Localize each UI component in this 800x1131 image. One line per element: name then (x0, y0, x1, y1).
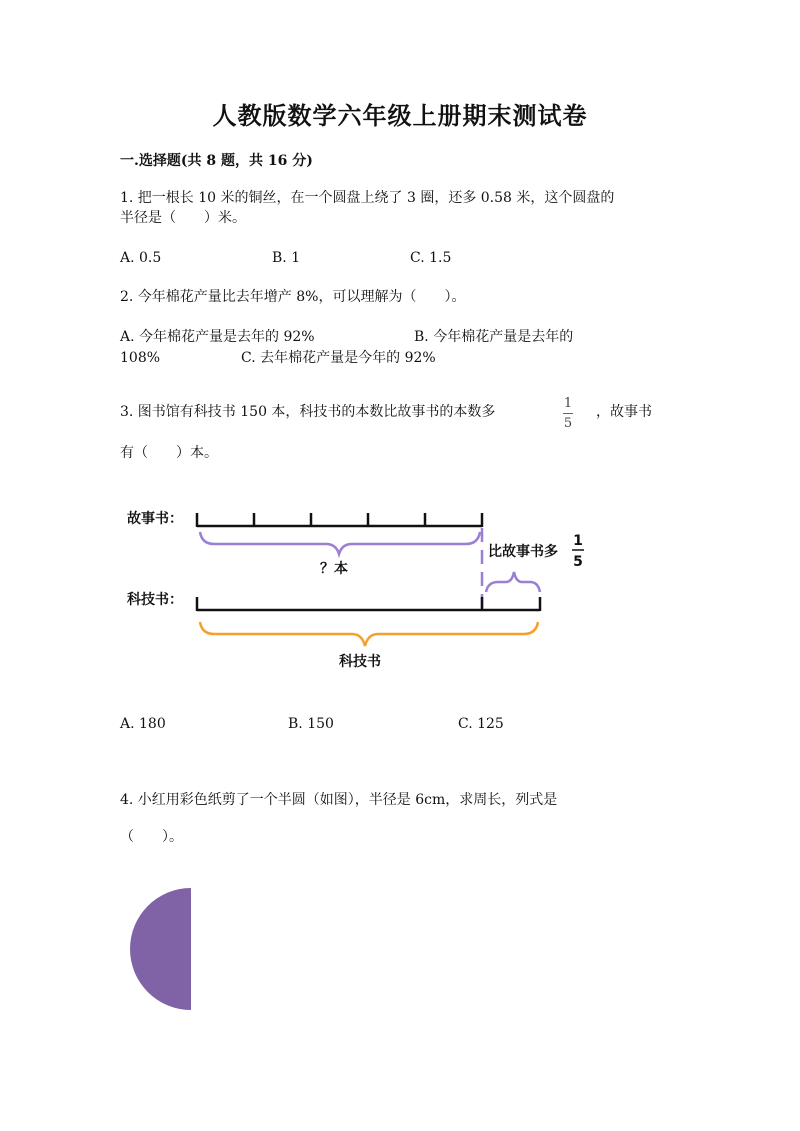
q3-option-a: A. 180 (120, 716, 166, 732)
q3-option-c: C. 125 (458, 716, 504, 732)
tech-total-label: 科技书 (339, 654, 381, 670)
extra-brace (486, 572, 540, 592)
tech-brace (200, 622, 538, 646)
q2-option-b: B. 今年棉花产量是去年的 (414, 329, 574, 345)
q1-line1: 1. 把一根长 10 米的铜丝，在一个圆盘上绕了 3 圈，还多 0.58 米，这个圆盘的 (120, 190, 615, 206)
section-heading: 一.选择题(共 8 题，共 16 分) (120, 153, 313, 169)
q3-line1: 3. 图书馆有科技书 150 本，科技书的本数比故事书的本数多 (120, 404, 496, 420)
q1-option-c: C. 1.5 (410, 250, 452, 266)
q3-line2: 有（ ）本。 (120, 445, 218, 461)
q4-line1: 4. 小红用彩色纸剪了一个半圆（如图），半径是 6cm，求周长，列式是 (120, 792, 558, 808)
story-brace (200, 532, 480, 554)
more-than-label: 比故事书多 (488, 544, 558, 560)
q2-option-a: A. 今年棉花产量是去年的 92% (120, 329, 315, 345)
q2-option-c: C. 去年棉花产量是今年的 92% (241, 350, 436, 366)
q1-line2: 半径是（ ）米。 (120, 210, 246, 226)
semicircle-shape (130, 888, 191, 1010)
page-title: 人教版数学六年级上册期末测试卷 (212, 101, 588, 130)
q2-line1: 2. 今年棉花产量比去年增产 8%，可以理解为（ ）。 (120, 289, 466, 305)
q2-option-b-cont: 108% (120, 350, 161, 366)
unknown-count-label: ？本 (320, 561, 348, 577)
more-fraction-numerator: 1 (573, 533, 583, 549)
q3-fraction-numerator: 1 (563, 396, 573, 411)
q3-fraction-denominator: 5 (563, 416, 573, 431)
more-fraction-denominator: 5 (573, 554, 583, 570)
tech-book-label: 科技书： (127, 592, 183, 608)
q1-option-a: A. 0.5 (120, 250, 162, 266)
semicircle-figure (128, 886, 194, 1012)
q4-line2: （ ）。 (120, 829, 183, 845)
story-book-label: 故事书： (127, 511, 183, 527)
q3-line1-tail: ，故事书 (596, 404, 652, 420)
q1-option-b: B. 1 (272, 250, 301, 266)
q3-option-b: B. 150 (288, 716, 334, 732)
